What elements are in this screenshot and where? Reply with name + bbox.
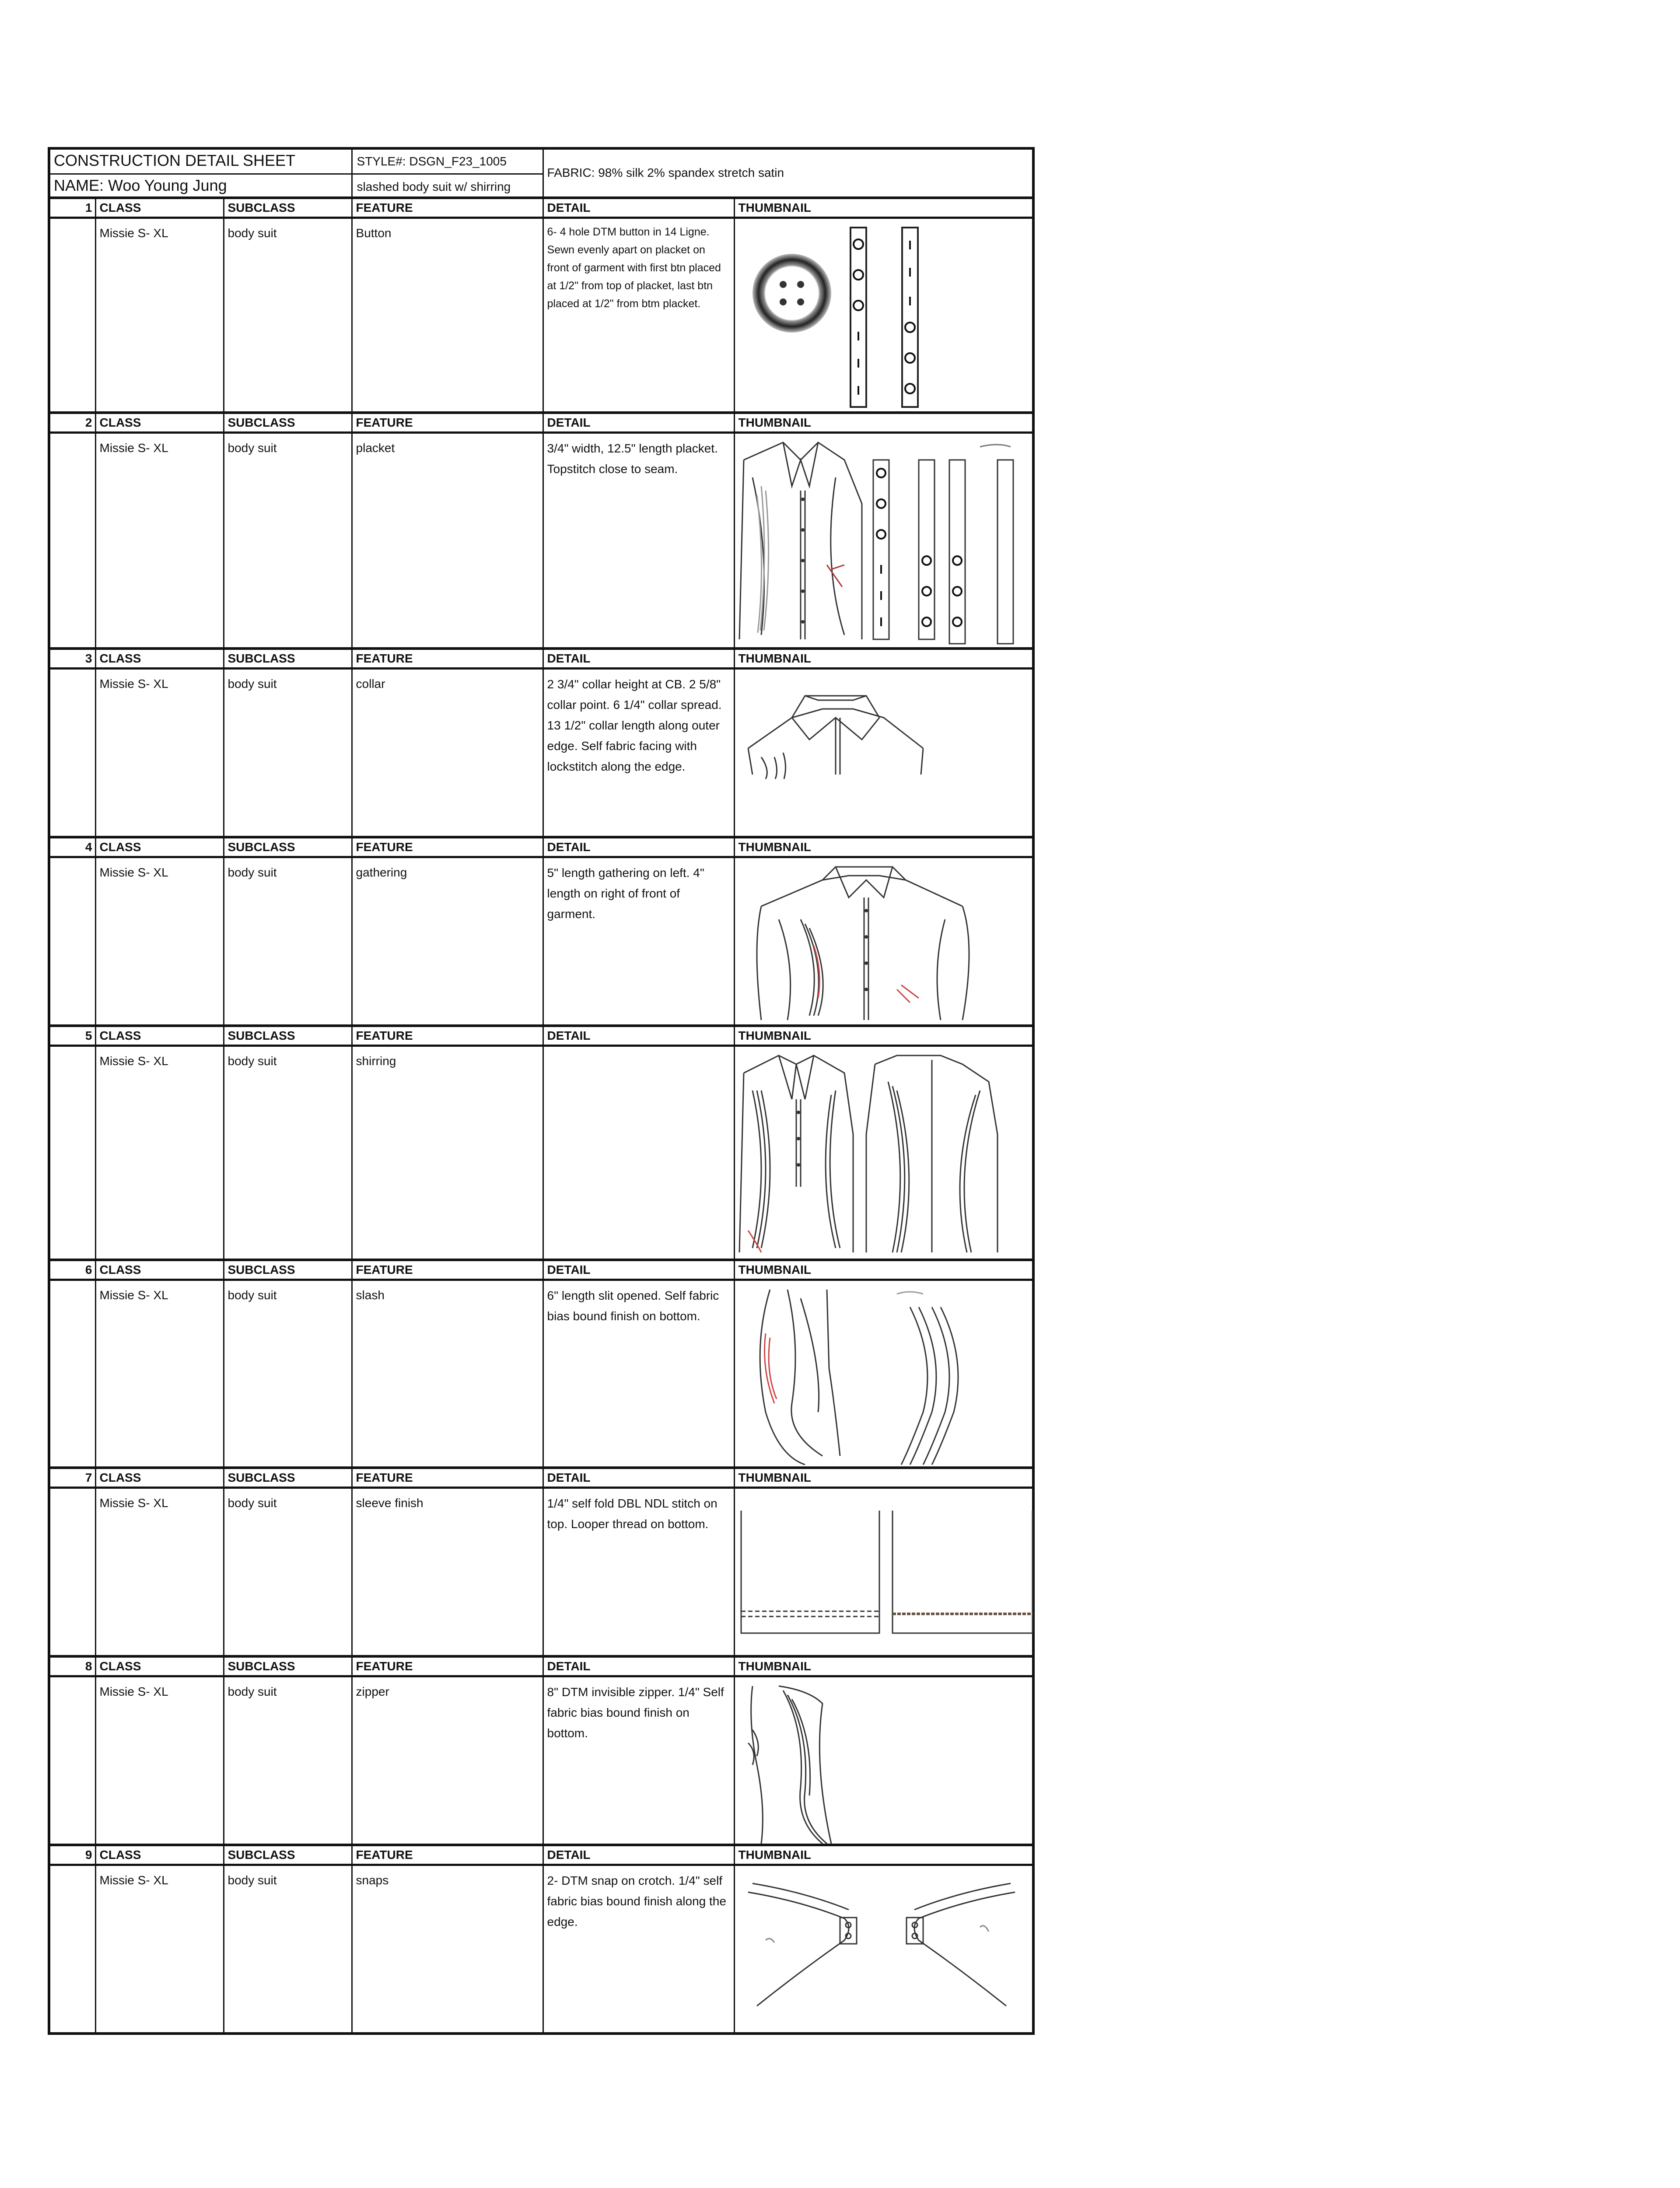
class-cell: Missie S- XL bbox=[95, 432, 224, 649]
thumbnail-header: THUMBNAIL bbox=[734, 413, 1033, 433]
style-number: STYLE#: DSGN_F23_1005 bbox=[352, 148, 543, 174]
snaps-sketch-icon bbox=[734, 1865, 1033, 2034]
table-row bbox=[49, 1280, 1033, 1468]
feature-cell: placket bbox=[352, 432, 543, 649]
class-header: CLASS bbox=[95, 1026, 224, 1046]
class-cell: Missie S- XL bbox=[95, 1865, 224, 2034]
table-row bbox=[49, 668, 1033, 837]
row-number: 4 bbox=[49, 837, 95, 857]
detail-cell: 6- 4 hole DTM button in 14 Ligne. Sewn evenly apart on placket on front of garment with first btn placed at 1/2" from top of placket, last btn placed at 1/2" from btm placket. bbox=[543, 217, 734, 413]
table-row bbox=[49, 217, 1033, 413]
construction-detail-sheet bbox=[48, 147, 1032, 2044]
thumbnail-header: THUMBNAIL bbox=[734, 1026, 1033, 1046]
subclass-header: SUBCLASS bbox=[224, 1845, 352, 1865]
style-description: slashed body suit w/ shirring bbox=[352, 174, 543, 198]
feature-header: FEATURE bbox=[352, 198, 543, 218]
feature-header: FEATURE bbox=[352, 1845, 543, 1865]
feature-cell: snaps bbox=[352, 1865, 543, 2034]
sleeve-finish-sketch-icon bbox=[734, 1487, 1033, 1656]
button-and-placket-sketch-icon bbox=[734, 217, 1033, 413]
class-cell: Missie S- XL bbox=[95, 1280, 224, 1468]
class-header: CLASS bbox=[95, 1656, 224, 1676]
feature-cell: zipper bbox=[352, 1676, 543, 1845]
row-number: 9 bbox=[49, 1845, 95, 1865]
subclass-header: SUBCLASS bbox=[224, 1656, 352, 1676]
feature-cell: collar bbox=[352, 668, 543, 837]
table-row bbox=[49, 1487, 1033, 1656]
row-number: 7 bbox=[49, 1468, 95, 1488]
thumbnail-header: THUMBNAIL bbox=[734, 1845, 1033, 1865]
row-number: 3 bbox=[49, 649, 95, 669]
section-header-5 bbox=[49, 1026, 1033, 1046]
section-header-2 bbox=[49, 413, 1033, 433]
table-row bbox=[49, 1865, 1033, 2034]
detail-cell: 2 3/4" collar height at CB. 2 5/8" collar point. 6 1/4" collar spread. 13 1/2" collar length along outer edge. Self fabric facing with lockstitch along the edge. bbox=[543, 668, 734, 837]
detail-header: DETAIL bbox=[543, 1468, 734, 1488]
subclass-header: SUBCLASS bbox=[224, 649, 352, 669]
thumbnail-header: THUMBNAIL bbox=[734, 1468, 1033, 1488]
section-header-7 bbox=[49, 1468, 1033, 1488]
section-header-4 bbox=[49, 837, 1033, 857]
thumbnail-header: THUMBNAIL bbox=[734, 837, 1033, 857]
class-header: CLASS bbox=[95, 837, 224, 857]
subclass-header: SUBCLASS bbox=[224, 1260, 352, 1280]
feature-header: FEATURE bbox=[352, 837, 543, 857]
section-header-6 bbox=[49, 1260, 1033, 1280]
feature-cell: slash bbox=[352, 1280, 543, 1468]
detail-header: DETAIL bbox=[543, 413, 734, 433]
detail-cell: 3/4" width, 12.5" length placket. Topstitch close to seam. bbox=[543, 432, 734, 649]
row-number: 8 bbox=[49, 1656, 95, 1676]
gathering-sketch-icon bbox=[734, 857, 1033, 1026]
subclass-cell: body suit bbox=[224, 1280, 352, 1468]
feature-header: FEATURE bbox=[352, 1260, 543, 1280]
detail-header: DETAIL bbox=[543, 837, 734, 857]
class-header: CLASS bbox=[95, 413, 224, 433]
subclass-cell: body suit bbox=[224, 1676, 352, 1845]
detail-header: DETAIL bbox=[543, 1656, 734, 1676]
detail-cell: 8" DTM invisible zipper. 1/4" Self fabric bias bound finish on bottom. bbox=[543, 1676, 734, 1845]
table-row bbox=[49, 857, 1033, 1026]
class-header: CLASS bbox=[95, 649, 224, 669]
thumbnail-header: THUMBNAIL bbox=[734, 198, 1033, 218]
subclass-cell: body suit bbox=[224, 217, 352, 413]
feature-cell: gathering bbox=[352, 857, 543, 1026]
feature-cell: Button bbox=[352, 217, 543, 413]
section-header-3 bbox=[49, 649, 1033, 669]
subclass-cell: body suit bbox=[224, 1865, 352, 2034]
placket-sketch-icon bbox=[734, 432, 1033, 649]
detail-header: DETAIL bbox=[543, 198, 734, 218]
section-header-9 bbox=[49, 1845, 1033, 1865]
class-header: CLASS bbox=[95, 198, 224, 218]
table-row bbox=[49, 432, 1033, 649]
feature-header: FEATURE bbox=[352, 649, 543, 669]
detail-cell: 6" length slit opened. Self fabric bias bound finish on bottom. bbox=[543, 1280, 734, 1468]
feature-header: FEATURE bbox=[352, 1656, 543, 1676]
fabric-info: FABRIC: 98% silk 2% spandex stretch satin bbox=[543, 148, 1033, 198]
sheet-title: CONSTRUCTION DETAIL SHEET bbox=[49, 148, 352, 174]
subclass-header: SUBCLASS bbox=[224, 1468, 352, 1488]
designer-name: NAME: Woo Young Jung bbox=[49, 174, 352, 198]
class-header: CLASS bbox=[95, 1845, 224, 1865]
subclass-header: SUBCLASS bbox=[224, 837, 352, 857]
sheet-table bbox=[48, 147, 1035, 2035]
table-row bbox=[49, 1676, 1033, 1845]
detail-header: DETAIL bbox=[543, 1026, 734, 1046]
class-cell: Missie S- XL bbox=[95, 217, 224, 413]
class-cell: Missie S- XL bbox=[95, 857, 224, 1026]
subclass-header: SUBCLASS bbox=[224, 413, 352, 433]
class-cell: Missie S- XL bbox=[95, 1676, 224, 1845]
shirring-sketch-icon bbox=[734, 1045, 1033, 1260]
detail-cell: 1/4" self fold DBL NDL stitch on top. Looper thread on bottom. bbox=[543, 1487, 734, 1656]
subclass-header: SUBCLASS bbox=[224, 198, 352, 218]
detail-header: DETAIL bbox=[543, 1845, 734, 1865]
feature-cell: sleeve finish bbox=[352, 1487, 543, 1656]
detail-cell: 5" length gathering on left. 4" length on right of front of garment. bbox=[543, 857, 734, 1026]
feature-cell: shirring bbox=[352, 1045, 543, 1260]
feature-header: FEATURE bbox=[352, 1026, 543, 1046]
detail-cell bbox=[543, 1045, 734, 1260]
feature-header: FEATURE bbox=[352, 1468, 543, 1488]
thumbnail-header: THUMBNAIL bbox=[734, 1656, 1033, 1676]
thumbnail-header: THUMBNAIL bbox=[734, 1260, 1033, 1280]
detail-header: DETAIL bbox=[543, 1260, 734, 1280]
thumbnail-header: THUMBNAIL bbox=[734, 649, 1033, 669]
row-number: 6 bbox=[49, 1260, 95, 1280]
class-cell: Missie S- XL bbox=[95, 1487, 224, 1656]
class-header: CLASS bbox=[95, 1260, 224, 1280]
detail-header: DETAIL bbox=[543, 649, 734, 669]
class-cell: Missie S- XL bbox=[95, 668, 224, 837]
class-header: CLASS bbox=[95, 1468, 224, 1488]
class-cell: Missie S- XL bbox=[95, 1045, 224, 1260]
table-row bbox=[49, 1045, 1033, 1260]
subclass-cell: body suit bbox=[224, 857, 352, 1026]
subclass-cell: body suit bbox=[224, 1487, 352, 1656]
row-number: 2 bbox=[49, 413, 95, 433]
subclass-cell: body suit bbox=[224, 1045, 352, 1260]
section-header-8 bbox=[49, 1656, 1033, 1676]
subclass-cell: body suit bbox=[224, 668, 352, 837]
collar-sketch-icon bbox=[734, 668, 1033, 837]
subclass-cell: body suit bbox=[224, 432, 352, 649]
feature-header: FEATURE bbox=[352, 413, 543, 433]
slash-sketch-icon bbox=[734, 1280, 1033, 1468]
section-header-1 bbox=[49, 198, 1033, 218]
subclass-header: SUBCLASS bbox=[224, 1026, 352, 1046]
detail-cell: 2- DTM snap on crotch. 1/4" self fabric bias bound finish along the edge. bbox=[543, 1865, 734, 2034]
zipper-sketch-icon bbox=[734, 1676, 1033, 1845]
row-number: 5 bbox=[49, 1026, 95, 1046]
row-number: 1 bbox=[49, 198, 95, 218]
